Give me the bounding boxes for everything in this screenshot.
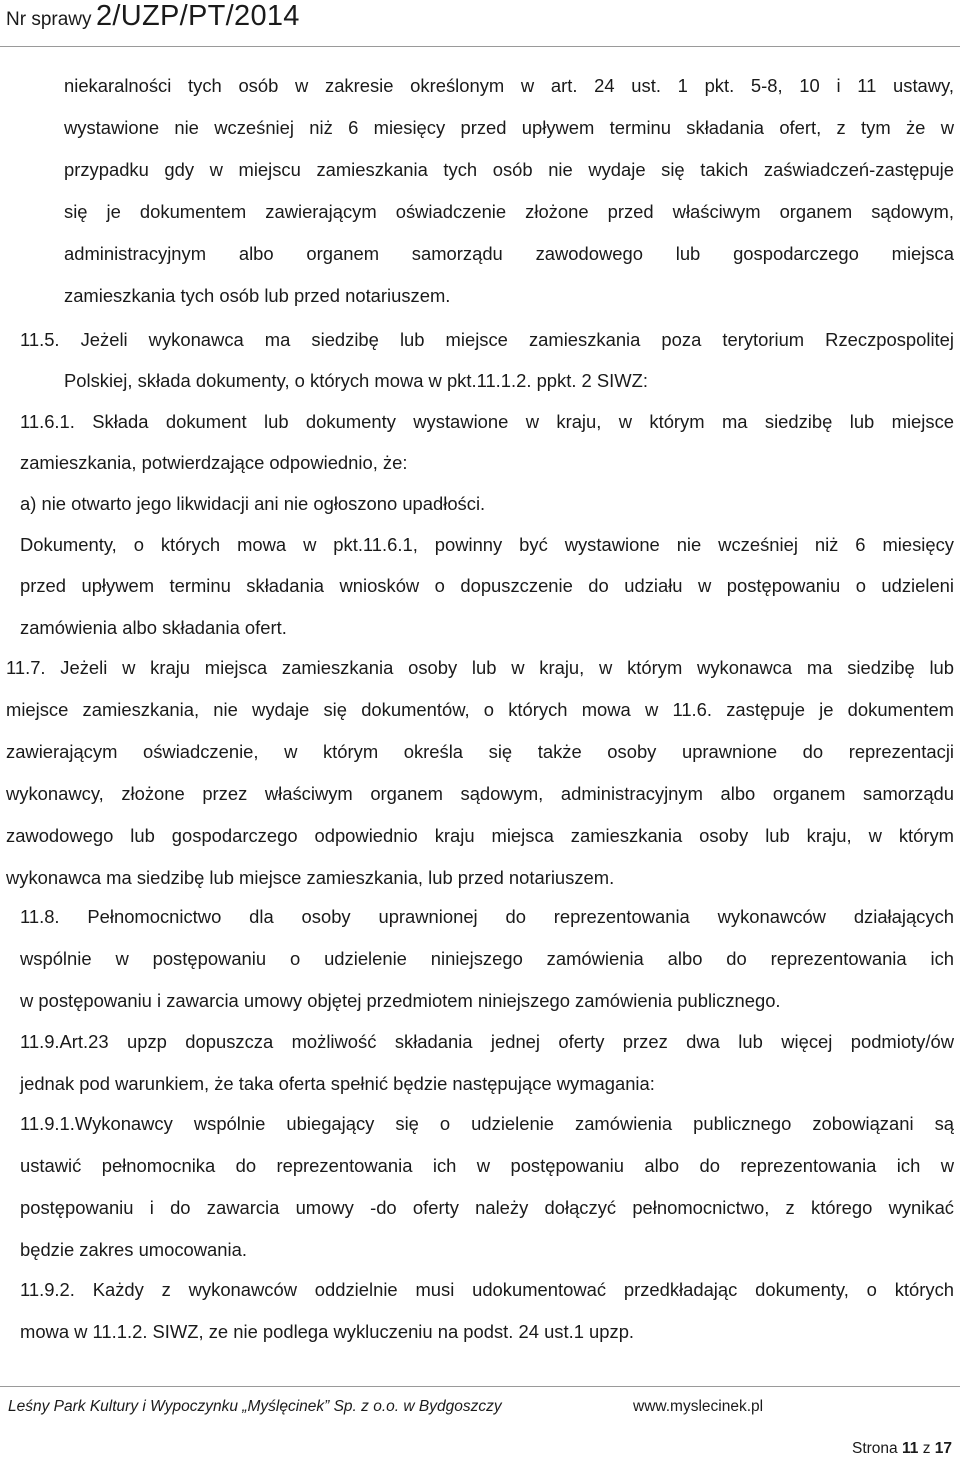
page-header [6, 0, 300, 36]
text-line: 11.7. Jeżeli w kraju miejsca zamieszkania osoby lub w kraju, w którym wykonawca ma siedzibę lub [6, 657, 954, 678]
text-line: przypadku gdy w miejscu zamieszkania tych osób nie wydaje się takich zaświadczeń-zastępuje [64, 159, 954, 180]
text-line: jednak pod warunkiem, że taka oferta spełnić będzie następujące wymagania: [20, 1073, 655, 1094]
text-line: wykonawca ma siedzibę lub miejsce zamieszkania, lub przed notariuszem. [6, 867, 615, 888]
text-line: 11.8. Pełnomocnictwo dla osoby uprawnionej do reprezentowania wykonawców działających [20, 906, 954, 927]
text-line: wykonawcy, złożone przez właściwym organem sądowym, administracyjnym albo organem samorządu [6, 783, 954, 804]
text-line: Polskiej, składa dokumenty, o których mowa w pkt.11.1.2. ppkt. 2 SIWZ: [64, 370, 648, 391]
text-line: miejsce zamieszkania, nie wydaje się dokumentów, o których mowa w 11.6. zastępuje je dokumentem [6, 699, 954, 720]
text-line: niekaralności tych osób w zakresie określonym w art. 24 ust. 1 pkt. 5-8, 10 i 11 ustawy, [64, 75, 954, 96]
text-line: będzie zakres umocowania. [20, 1239, 247, 1260]
page-prefix: Strona [852, 1440, 898, 1457]
text-line: 11.9.2. Każdy z wykonawców oddzielnie musi udokumentować przedkładając dokumenty, o których [20, 1279, 954, 1300]
text-line: 11.9.1.Wykonawcy wspólnie ubiegający się o udzielenie zamówienia publicznego zobowiązani są [20, 1113, 954, 1134]
text-line: 11.9.Art.23 upzp dopuszcza możliwość składania jednej oferty przez dwa lub więcej podmioty/ów [20, 1031, 954, 1052]
text-line: a) nie otwarto jego likwidacji ani nie ogłoszono upadłości. [20, 493, 486, 514]
text-line: się je dokumentem zawierającym oświadczenie złożone przed właściwym organem sądowym, [64, 201, 954, 222]
page-total: 17 [934, 1440, 952, 1457]
text-line: zamówienia albo składania ofert. [20, 617, 287, 638]
footer-website: www.myslecinek.pl [633, 1398, 764, 1415]
text-line: w postępowaniu i zawarcia umowy objętej przedmiotem niniejszego zamówienia publicznego. [20, 990, 781, 1011]
case-number-label: Nr sprawy [6, 9, 92, 30]
header-divider [0, 46, 960, 47]
case-number: 2/UZP/PT/2014 [95, 0, 300, 32]
text-line: Dokumenty, o których mowa w pkt.11.6.1, powinny być wystawione nie wcześniej niż 6 miesięcy [20, 534, 954, 555]
text-line: 11.5. Jeżeli wykonawca ma siedzibę lub miejsce zamieszkania poza terytorium Rzeczpospolitej [20, 329, 954, 350]
text-line: wspólnie w postępowaniu o udzielenie niniejszego zamówienia albo do reprezentowania ich [20, 948, 954, 969]
text-line: ustawić pełnomocnika do reprezentowania ich w postępowaniu albo do reprezentowania ich w [20, 1155, 954, 1176]
text-line: zamieszkania, potwierdzające odpowiednio, że: [20, 452, 408, 473]
page-separator: z [922, 1440, 931, 1457]
page-current: 11 [901, 1440, 919, 1457]
text-line: zawodowego lub gospodarczego odpowiednio kraju miejsca zamieszkania osoby lub kraju, w którym [6, 825, 954, 846]
footer-company: Leśny Park Kultury i Wypoczynku „Myślęcinek” Sp. z o.o. w Bydgoszczy [8, 1398, 502, 1415]
text-line: zamieszkania tych osób lub przed notariuszem. [64, 285, 451, 306]
page-number [852, 1440, 952, 1458]
text-line: administracyjnym albo organem samorządu zawodowego lub gospodarczego miejsca [64, 243, 954, 264]
text-line: wystawione nie wcześniej niż 6 miesięcy przed upływem terminu składania ofert, z tym że w [64, 117, 954, 138]
text-line: przed upływem terminu składania wniosków o dopuszczenie do udziału w postępowaniu o udzieleni [20, 575, 954, 596]
footer-divider [0, 1386, 960, 1387]
text-line: zawierającym oświadczenie, w którym określa się także osoby uprawnione do reprezentacji [6, 741, 954, 762]
text-line: mowa w 11.1.2. SIWZ, ze nie podlega wykluczeniu na podst. 24 ust.1 upzp. [20, 1321, 635, 1342]
text-line: 11.6.1. Składa dokument lub dokumenty wystawione w kraju, w którym ma siedzibę lub miejsce [20, 411, 954, 432]
text-line: postępowaniu i do zawarcia umowy -do oferty należy dołączyć pełnomocnictwo, z którego wynikać [20, 1197, 954, 1218]
